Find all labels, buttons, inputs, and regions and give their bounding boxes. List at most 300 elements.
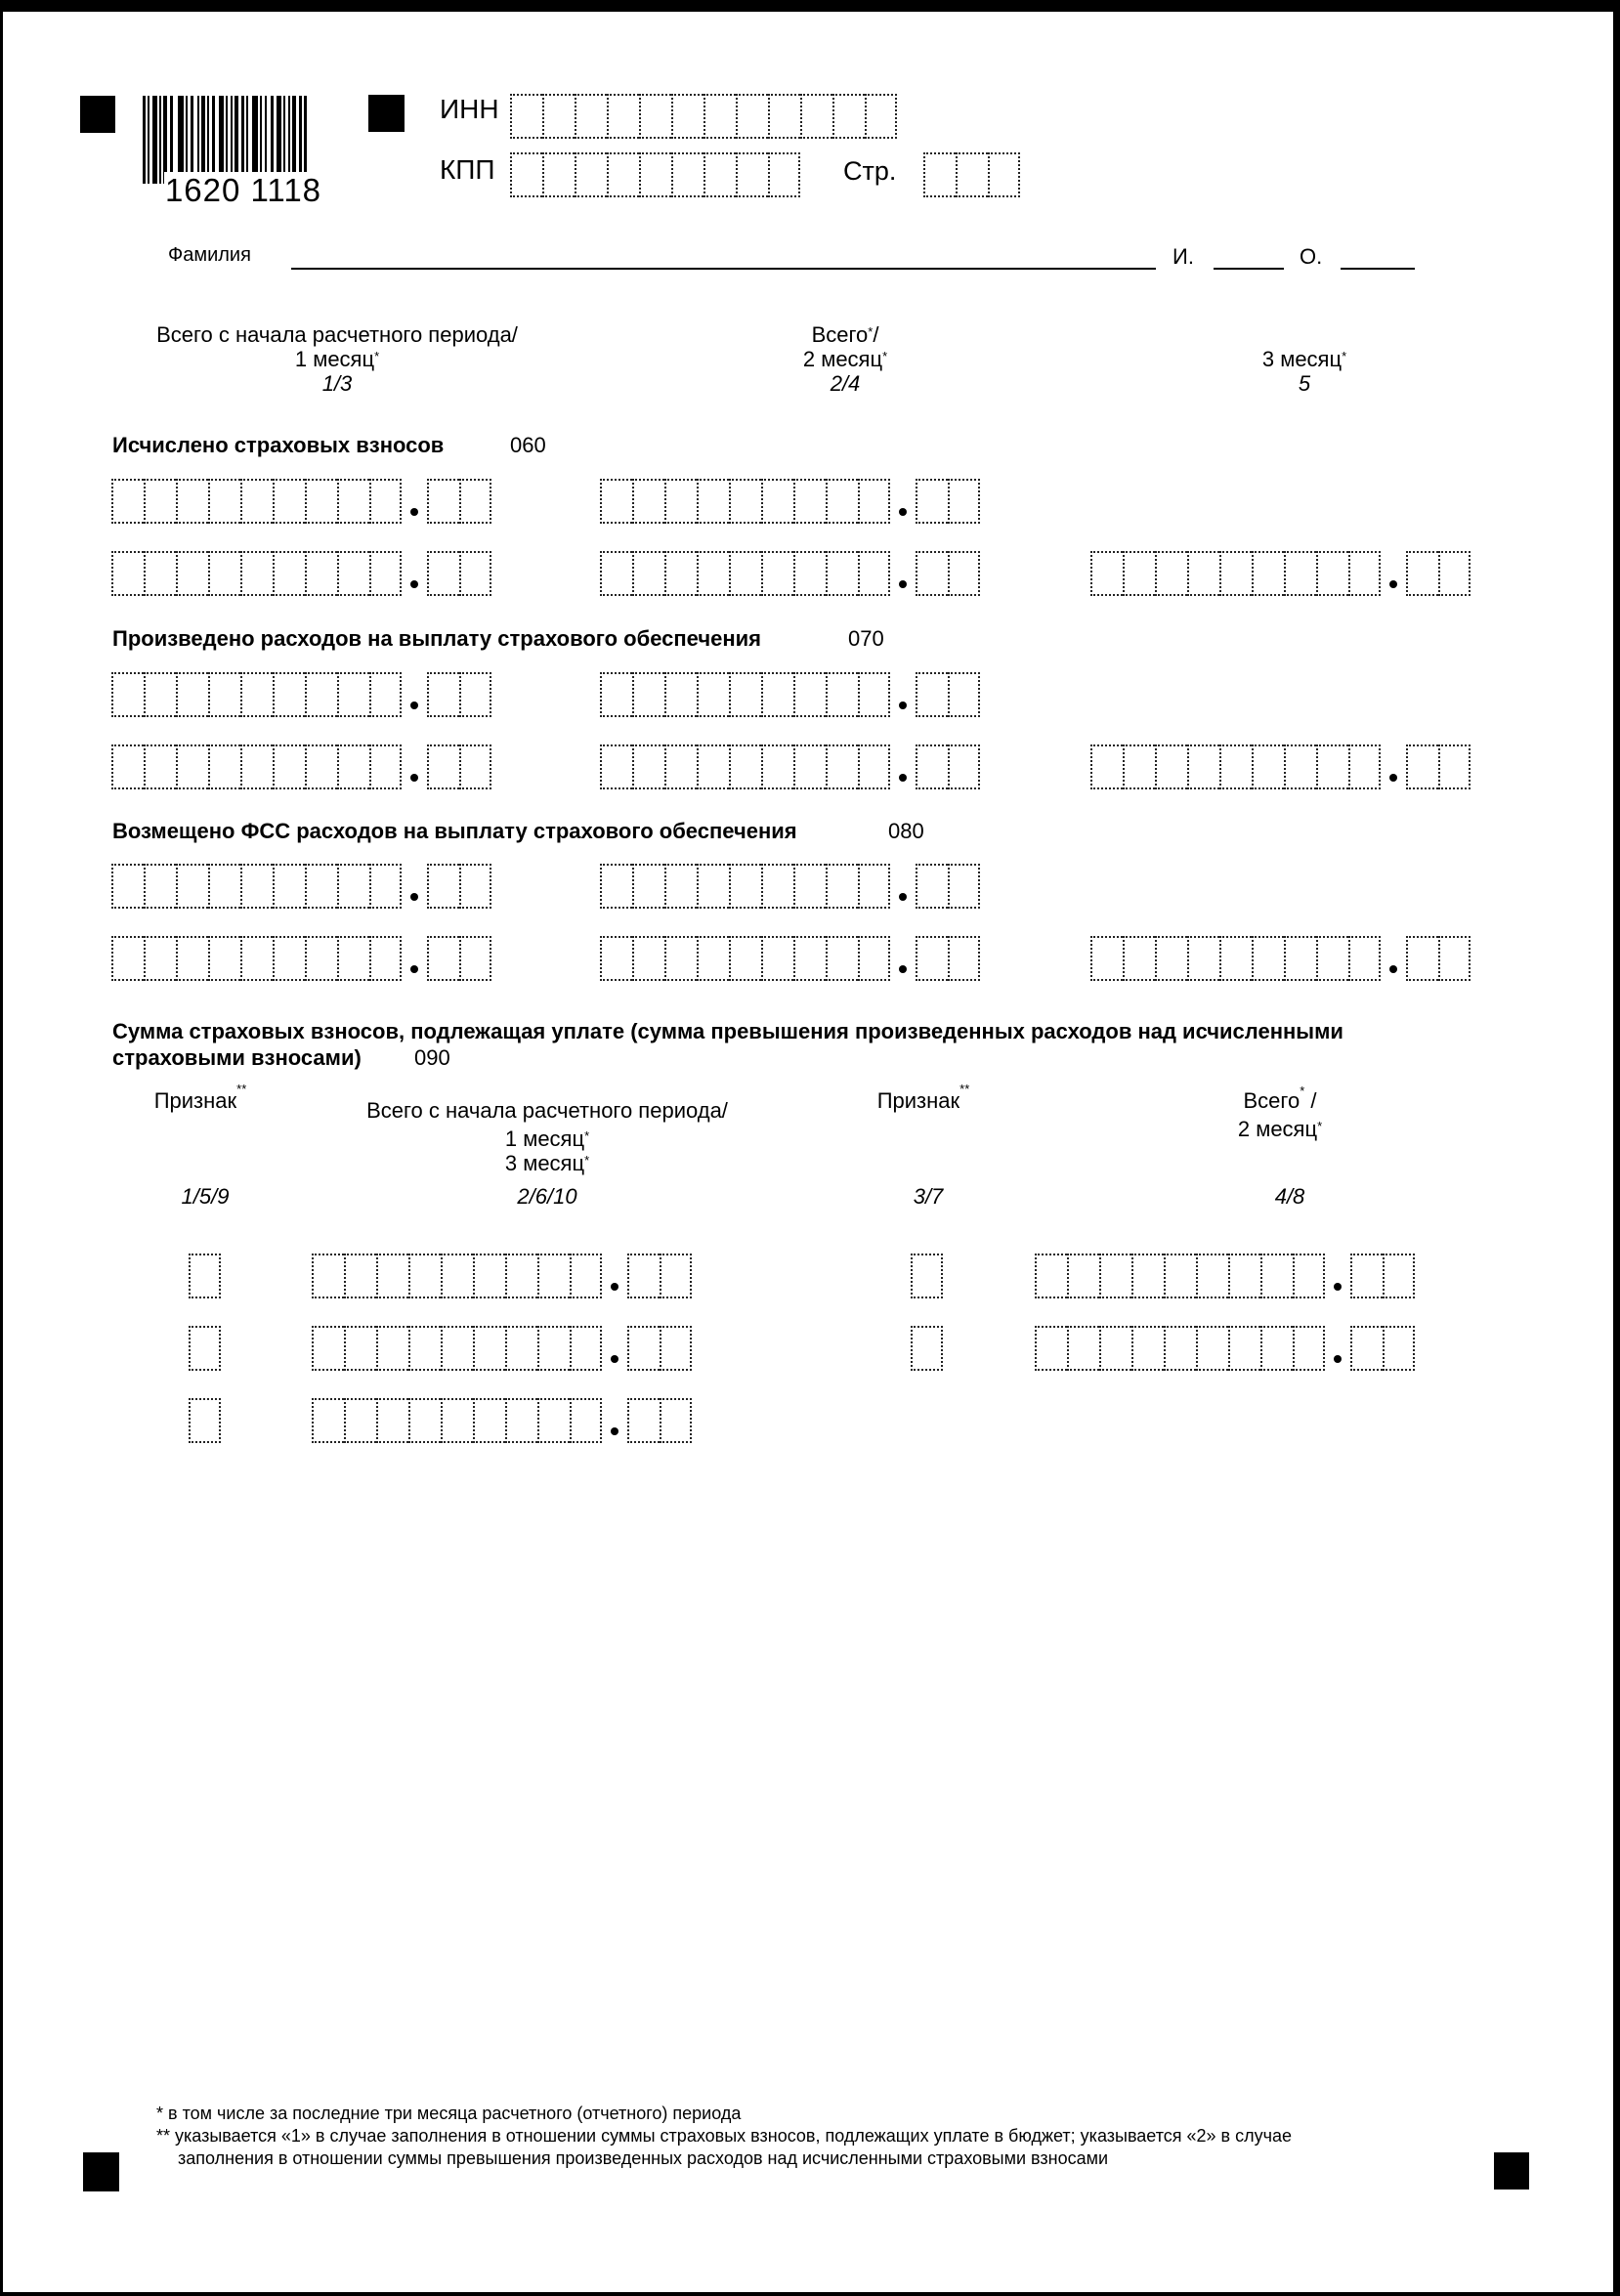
input-cell[interactable]	[575, 94, 607, 139]
input-cell[interactable]	[826, 672, 858, 717]
input-cell[interactable]	[916, 479, 948, 524]
input-cell[interactable]	[1035, 1326, 1067, 1371]
input-cell[interactable]	[369, 864, 402, 909]
input-cell[interactable]	[1090, 551, 1123, 596]
input-cell[interactable]	[240, 936, 273, 981]
input-cell[interactable]	[344, 1254, 376, 1298]
input-cell[interactable]	[916, 672, 948, 717]
section-070-row2-col1-integer[interactable]	[111, 744, 402, 789]
input-cell[interactable]	[273, 479, 305, 524]
input-cell[interactable]	[858, 864, 890, 909]
input-cell[interactable]	[473, 1254, 505, 1298]
input-cell[interactable]	[176, 551, 208, 596]
section-070-row2-col2-fraction[interactable]	[916, 744, 980, 789]
input-cell[interactable]	[427, 551, 459, 596]
input-cell[interactable]	[768, 152, 800, 197]
input-cell[interactable]	[703, 152, 736, 197]
input-cell[interactable]	[793, 479, 826, 524]
input-cell[interactable]	[956, 152, 988, 197]
input-cell[interactable]	[459, 551, 491, 596]
input-cell[interactable]	[1383, 1326, 1415, 1371]
input-cell[interactable]	[916, 744, 948, 789]
input-cell[interactable]	[600, 479, 632, 524]
section-060-row1-col1-integer[interactable]	[111, 479, 402, 524]
section-060-row2-col2-integer[interactable]	[600, 551, 890, 596]
input-cell[interactable]	[761, 672, 793, 717]
input-cell[interactable]	[858, 936, 890, 981]
input-cell[interactable]	[858, 551, 890, 596]
input-cell[interactable]	[948, 864, 980, 909]
section-060-row2-col2-fraction[interactable]	[916, 551, 980, 596]
input-cell[interactable]	[337, 744, 369, 789]
input-cell[interactable]	[1090, 744, 1123, 789]
input-cell[interactable]	[664, 479, 697, 524]
section-070-row2-col2-integer[interactable]	[600, 744, 890, 789]
input-cell[interactable]	[948, 744, 980, 789]
input-cell[interactable]	[1293, 1326, 1325, 1371]
input-cell[interactable]	[459, 864, 491, 909]
input-cell[interactable]	[664, 672, 697, 717]
input-cell[interactable]	[1196, 1326, 1228, 1371]
input-cell[interactable]	[240, 479, 273, 524]
input-cell[interactable]	[1228, 1254, 1260, 1298]
section-070-row1-col1-fraction[interactable]	[427, 672, 491, 717]
input-cell[interactable]	[111, 744, 144, 789]
input-cell[interactable]	[639, 152, 671, 197]
input-cell[interactable]	[510, 94, 542, 139]
input-cell[interactable]	[575, 152, 607, 197]
section-070-row1-col2-integer[interactable]	[600, 672, 890, 717]
input-cell[interactable]	[369, 672, 402, 717]
input-cell[interactable]	[1123, 744, 1155, 789]
section-090-total-a-row2-fraction[interactable]	[627, 1326, 692, 1371]
input-cell[interactable]	[1219, 551, 1252, 596]
input-cell[interactable]	[761, 864, 793, 909]
input-cell[interactable]	[505, 1254, 537, 1298]
section-080-row2-col3-fraction[interactable]	[1406, 936, 1471, 981]
input-cell[interactable]	[1383, 1254, 1415, 1298]
input-cell[interactable]	[1260, 1326, 1293, 1371]
input-cell[interactable]	[1350, 1326, 1383, 1371]
input-cell[interactable]	[305, 864, 337, 909]
section-060-row2-col1-fraction[interactable]	[427, 551, 491, 596]
input-cell[interactable]	[427, 672, 459, 717]
input-cell[interactable]	[1219, 744, 1252, 789]
input-cell[interactable]	[408, 1398, 441, 1443]
input-cell[interactable]	[729, 936, 761, 981]
input-cell[interactable]	[793, 551, 826, 596]
input-cell[interactable]	[176, 744, 208, 789]
input-cell[interactable]	[916, 936, 948, 981]
input-cell[interactable]	[1350, 1254, 1383, 1298]
section-070-row1-col2-fraction[interactable]	[916, 672, 980, 717]
input-cell[interactable]	[208, 551, 240, 596]
input-cell[interactable]	[697, 744, 729, 789]
input-cell[interactable]	[1252, 936, 1284, 981]
input-cell[interactable]	[537, 1398, 570, 1443]
input-cell[interactable]	[337, 479, 369, 524]
input-cell[interactable]	[761, 936, 793, 981]
input-cell[interactable]	[376, 1326, 408, 1371]
section-090-total-a-row3-integer[interactable]	[312, 1398, 602, 1443]
input-cell[interactable]	[1348, 936, 1381, 981]
input-cell[interactable]	[473, 1326, 505, 1371]
input-cell[interactable]	[1438, 551, 1471, 596]
input-cell[interactable]	[427, 744, 459, 789]
input-cell[interactable]	[858, 744, 890, 789]
input-cell[interactable]	[627, 1398, 660, 1443]
input-cell[interactable]	[376, 1398, 408, 1443]
input-cell[interactable]	[664, 936, 697, 981]
input-cell[interactable]	[1348, 551, 1381, 596]
input-cell[interactable]	[312, 1326, 344, 1371]
input-cell[interactable]	[1155, 551, 1187, 596]
input-cell[interactable]	[189, 1254, 221, 1298]
input-cell[interactable]	[800, 94, 832, 139]
input-cell[interactable]	[729, 744, 761, 789]
input-cell[interactable]	[473, 1398, 505, 1443]
input-cell[interactable]	[911, 1326, 943, 1371]
section-080-row2-col1-integer[interactable]	[111, 936, 402, 981]
section-090-sign1-row3[interactable]	[189, 1398, 221, 1443]
input-cell[interactable]	[369, 744, 402, 789]
input-cell[interactable]	[305, 479, 337, 524]
input-cell[interactable]	[697, 864, 729, 909]
input-cell[interactable]	[1155, 936, 1187, 981]
section-090-total-b-row2-integer[interactable]	[1035, 1326, 1325, 1371]
input-cell[interactable]	[793, 672, 826, 717]
input-cell[interactable]	[627, 1326, 660, 1371]
input-cell[interactable]	[542, 152, 575, 197]
input-cell[interactable]	[768, 94, 800, 139]
input-cell[interactable]	[697, 479, 729, 524]
input-cell[interactable]	[111, 936, 144, 981]
input-cell[interactable]	[1438, 744, 1471, 789]
section-060-row1-col2-fraction[interactable]	[916, 479, 980, 524]
input-cell[interactable]	[1067, 1326, 1099, 1371]
input-cell[interactable]	[1438, 936, 1471, 981]
section-080-row1-col2-fraction[interactable]	[916, 864, 980, 909]
section-070-row1-col1-integer[interactable]	[111, 672, 402, 717]
input-cell[interactable]	[240, 672, 273, 717]
section-090-total-b-row1-integer[interactable]	[1035, 1254, 1325, 1298]
input-cell[interactable]	[832, 94, 865, 139]
input-cell[interactable]	[1406, 551, 1438, 596]
section-080-row1-col1-fraction[interactable]	[427, 864, 491, 909]
input-cell[interactable]	[1219, 936, 1252, 981]
input-cell[interactable]	[537, 1254, 570, 1298]
input-cell[interactable]	[1155, 744, 1187, 789]
input-cell[interactable]	[240, 864, 273, 909]
input-cell[interactable]	[273, 936, 305, 981]
input-cell[interactable]	[459, 672, 491, 717]
input-cell[interactable]	[761, 479, 793, 524]
input-cell[interactable]	[865, 94, 897, 139]
input-cell[interactable]	[208, 672, 240, 717]
input-cell[interactable]	[1090, 936, 1123, 981]
input-cell[interactable]	[273, 864, 305, 909]
input-cell[interactable]	[632, 744, 664, 789]
input-cell[interactable]	[1252, 551, 1284, 596]
input-cell[interactable]	[240, 551, 273, 596]
input-cell[interactable]	[189, 1326, 221, 1371]
input-cell[interactable]	[176, 672, 208, 717]
input-cell[interactable]	[1284, 551, 1316, 596]
input-cell[interactable]	[948, 479, 980, 524]
input-cell[interactable]	[632, 864, 664, 909]
initial-i-field[interactable]	[1214, 268, 1284, 270]
input-cell[interactable]	[1123, 936, 1155, 981]
input-cell[interactable]	[1164, 1254, 1196, 1298]
surname-field[interactable]	[291, 268, 1156, 270]
input-cell[interactable]	[176, 864, 208, 909]
input-cell[interactable]	[208, 864, 240, 909]
input-cell[interactable]	[1406, 744, 1438, 789]
input-cell[interactable]	[729, 864, 761, 909]
input-cell[interactable]	[1099, 1254, 1131, 1298]
input-cell[interactable]	[427, 864, 459, 909]
input-cell[interactable]	[632, 551, 664, 596]
input-cell[interactable]	[761, 744, 793, 789]
input-cell[interactable]	[1196, 1254, 1228, 1298]
input-cell[interactable]	[144, 672, 176, 717]
input-cell[interactable]	[632, 672, 664, 717]
section-090-sign2-row1[interactable]	[911, 1254, 943, 1298]
input-cell[interactable]	[273, 672, 305, 717]
input-cell[interactable]	[793, 744, 826, 789]
input-cell[interactable]	[948, 551, 980, 596]
input-cell[interactable]	[1348, 744, 1381, 789]
section-090-sign2-row2[interactable]	[911, 1326, 943, 1371]
section-070-row2-col3-fraction[interactable]	[1406, 744, 1471, 789]
input-cell[interactable]	[305, 744, 337, 789]
input-cell[interactable]	[632, 936, 664, 981]
input-cell[interactable]	[1131, 1254, 1164, 1298]
input-cell[interactable]	[916, 864, 948, 909]
page-number-field[interactable]	[923, 152, 1020, 197]
input-cell[interactable]	[240, 744, 273, 789]
input-cell[interactable]	[1316, 936, 1348, 981]
input-cell[interactable]	[1164, 1326, 1196, 1371]
input-cell[interactable]	[337, 864, 369, 909]
input-cell[interactable]	[948, 936, 980, 981]
section-060-row1-col2-integer[interactable]	[600, 479, 890, 524]
input-cell[interactable]	[369, 479, 402, 524]
input-cell[interactable]	[305, 551, 337, 596]
kpp-field[interactable]	[510, 152, 800, 197]
input-cell[interactable]	[1284, 744, 1316, 789]
input-cell[interactable]	[660, 1254, 692, 1298]
input-cell[interactable]	[664, 864, 697, 909]
input-cell[interactable]	[459, 936, 491, 981]
input-cell[interactable]	[510, 152, 542, 197]
input-cell[interactable]	[660, 1326, 692, 1371]
input-cell[interactable]	[441, 1398, 473, 1443]
input-cell[interactable]	[176, 936, 208, 981]
input-cell[interactable]	[369, 551, 402, 596]
input-cell[interactable]	[337, 672, 369, 717]
input-cell[interactable]	[793, 864, 826, 909]
input-cell[interactable]	[344, 1398, 376, 1443]
input-cell[interactable]	[1131, 1326, 1164, 1371]
input-cell[interactable]	[1187, 936, 1219, 981]
section-070-row2-col3-integer[interactable]	[1090, 744, 1381, 789]
input-cell[interactable]	[1099, 1326, 1131, 1371]
input-cell[interactable]	[459, 479, 491, 524]
input-cell[interactable]	[208, 479, 240, 524]
inn-field[interactable]	[510, 94, 897, 139]
section-090-total-a-row3-fraction[interactable]	[627, 1398, 692, 1443]
input-cell[interactable]	[144, 936, 176, 981]
input-cell[interactable]	[305, 936, 337, 981]
input-cell[interactable]	[441, 1326, 473, 1371]
input-cell[interactable]	[664, 551, 697, 596]
input-cell[interactable]	[632, 479, 664, 524]
section-080-row2-col2-integer[interactable]	[600, 936, 890, 981]
input-cell[interactable]	[408, 1326, 441, 1371]
section-060-row2-col1-integer[interactable]	[111, 551, 402, 596]
input-cell[interactable]	[858, 479, 890, 524]
input-cell[interactable]	[144, 479, 176, 524]
input-cell[interactable]	[703, 94, 736, 139]
input-cell[interactable]	[826, 551, 858, 596]
input-cell[interactable]	[570, 1326, 602, 1371]
input-cell[interactable]	[826, 479, 858, 524]
input-cell[interactable]	[1316, 551, 1348, 596]
input-cell[interactable]	[600, 672, 632, 717]
section-080-row2-col1-fraction[interactable]	[427, 936, 491, 981]
section-090-total-a-row2-integer[interactable]	[312, 1326, 602, 1371]
input-cell[interactable]	[988, 152, 1020, 197]
input-cell[interactable]	[671, 152, 703, 197]
section-090-total-a-row1-fraction[interactable]	[627, 1254, 692, 1298]
input-cell[interactable]	[660, 1398, 692, 1443]
input-cell[interactable]	[189, 1398, 221, 1443]
input-cell[interactable]	[600, 744, 632, 789]
input-cell[interactable]	[344, 1326, 376, 1371]
input-cell[interactable]	[505, 1326, 537, 1371]
input-cell[interactable]	[312, 1398, 344, 1443]
input-cell[interactable]	[111, 672, 144, 717]
input-cell[interactable]	[273, 744, 305, 789]
input-cell[interactable]	[729, 479, 761, 524]
input-cell[interactable]	[1228, 1326, 1260, 1371]
input-cell[interactable]	[537, 1326, 570, 1371]
input-cell[interactable]	[916, 551, 948, 596]
input-cell[interactable]	[1187, 551, 1219, 596]
section-060-row2-col3-integer[interactable]	[1090, 551, 1381, 596]
input-cell[interactable]	[627, 1254, 660, 1298]
input-cell[interactable]	[305, 672, 337, 717]
input-cell[interactable]	[1284, 936, 1316, 981]
input-cell[interactable]	[1187, 744, 1219, 789]
input-cell[interactable]	[639, 94, 671, 139]
input-cell[interactable]	[826, 936, 858, 981]
section-060-row1-col1-fraction[interactable]	[427, 479, 491, 524]
input-cell[interactable]	[1067, 1254, 1099, 1298]
input-cell[interactable]	[948, 672, 980, 717]
initial-o-field[interactable]	[1341, 268, 1415, 270]
input-cell[interactable]	[208, 744, 240, 789]
input-cell[interactable]	[369, 936, 402, 981]
input-cell[interactable]	[911, 1254, 943, 1298]
input-cell[interactable]	[144, 864, 176, 909]
section-080-row2-col3-integer[interactable]	[1090, 936, 1381, 981]
input-cell[interactable]	[208, 936, 240, 981]
input-cell[interactable]	[923, 152, 956, 197]
input-cell[interactable]	[111, 551, 144, 596]
input-cell[interactable]	[607, 152, 639, 197]
input-cell[interactable]	[826, 744, 858, 789]
input-cell[interactable]	[671, 94, 703, 139]
input-cell[interactable]	[408, 1254, 441, 1298]
input-cell[interactable]	[570, 1398, 602, 1443]
input-cell[interactable]	[697, 551, 729, 596]
input-cell[interactable]	[729, 672, 761, 717]
input-cell[interactable]	[1316, 744, 1348, 789]
input-cell[interactable]	[697, 672, 729, 717]
input-cell[interactable]	[793, 936, 826, 981]
input-cell[interactable]	[600, 936, 632, 981]
input-cell[interactable]	[144, 551, 176, 596]
input-cell[interactable]	[1406, 936, 1438, 981]
input-cell[interactable]	[1252, 744, 1284, 789]
input-cell[interactable]	[1035, 1254, 1067, 1298]
input-cell[interactable]	[312, 1254, 344, 1298]
input-cell[interactable]	[144, 744, 176, 789]
section-090-total-a-row1-integer[interactable]	[312, 1254, 602, 1298]
section-070-row2-col1-fraction[interactable]	[427, 744, 491, 789]
input-cell[interactable]	[761, 551, 793, 596]
section-090-total-b-row2-fraction[interactable]	[1350, 1326, 1415, 1371]
input-cell[interactable]	[176, 479, 208, 524]
input-cell[interactable]	[607, 94, 639, 139]
input-cell[interactable]	[570, 1254, 602, 1298]
input-cell[interactable]	[459, 744, 491, 789]
input-cell[interactable]	[1260, 1254, 1293, 1298]
input-cell[interactable]	[697, 936, 729, 981]
input-cell[interactable]	[858, 672, 890, 717]
section-090-sign1-row2[interactable]	[189, 1326, 221, 1371]
input-cell[interactable]	[427, 479, 459, 524]
section-080-row1-col1-integer[interactable]	[111, 864, 402, 909]
input-cell[interactable]	[664, 744, 697, 789]
input-cell[interactable]	[427, 936, 459, 981]
input-cell[interactable]	[1123, 551, 1155, 596]
input-cell[interactable]	[736, 152, 768, 197]
input-cell[interactable]	[111, 479, 144, 524]
input-cell[interactable]	[736, 94, 768, 139]
input-cell[interactable]	[1293, 1254, 1325, 1298]
input-cell[interactable]	[273, 551, 305, 596]
section-080-row2-col2-fraction[interactable]	[916, 936, 980, 981]
section-080-row1-col2-integer[interactable]	[600, 864, 890, 909]
input-cell[interactable]	[376, 1254, 408, 1298]
section-060-row2-col3-fraction[interactable]	[1406, 551, 1471, 596]
input-cell[interactable]	[111, 864, 144, 909]
section-090-sign1-row1[interactable]	[189, 1254, 221, 1298]
input-cell[interactable]	[600, 864, 632, 909]
section-090-total-b-row1-fraction[interactable]	[1350, 1254, 1415, 1298]
input-cell[interactable]	[600, 551, 632, 596]
input-cell[interactable]	[826, 864, 858, 909]
input-cell[interactable]	[441, 1254, 473, 1298]
input-cell[interactable]	[337, 551, 369, 596]
input-cell[interactable]	[729, 551, 761, 596]
input-cell[interactable]	[542, 94, 575, 139]
input-cell[interactable]	[505, 1398, 537, 1443]
input-cell[interactable]	[337, 936, 369, 981]
